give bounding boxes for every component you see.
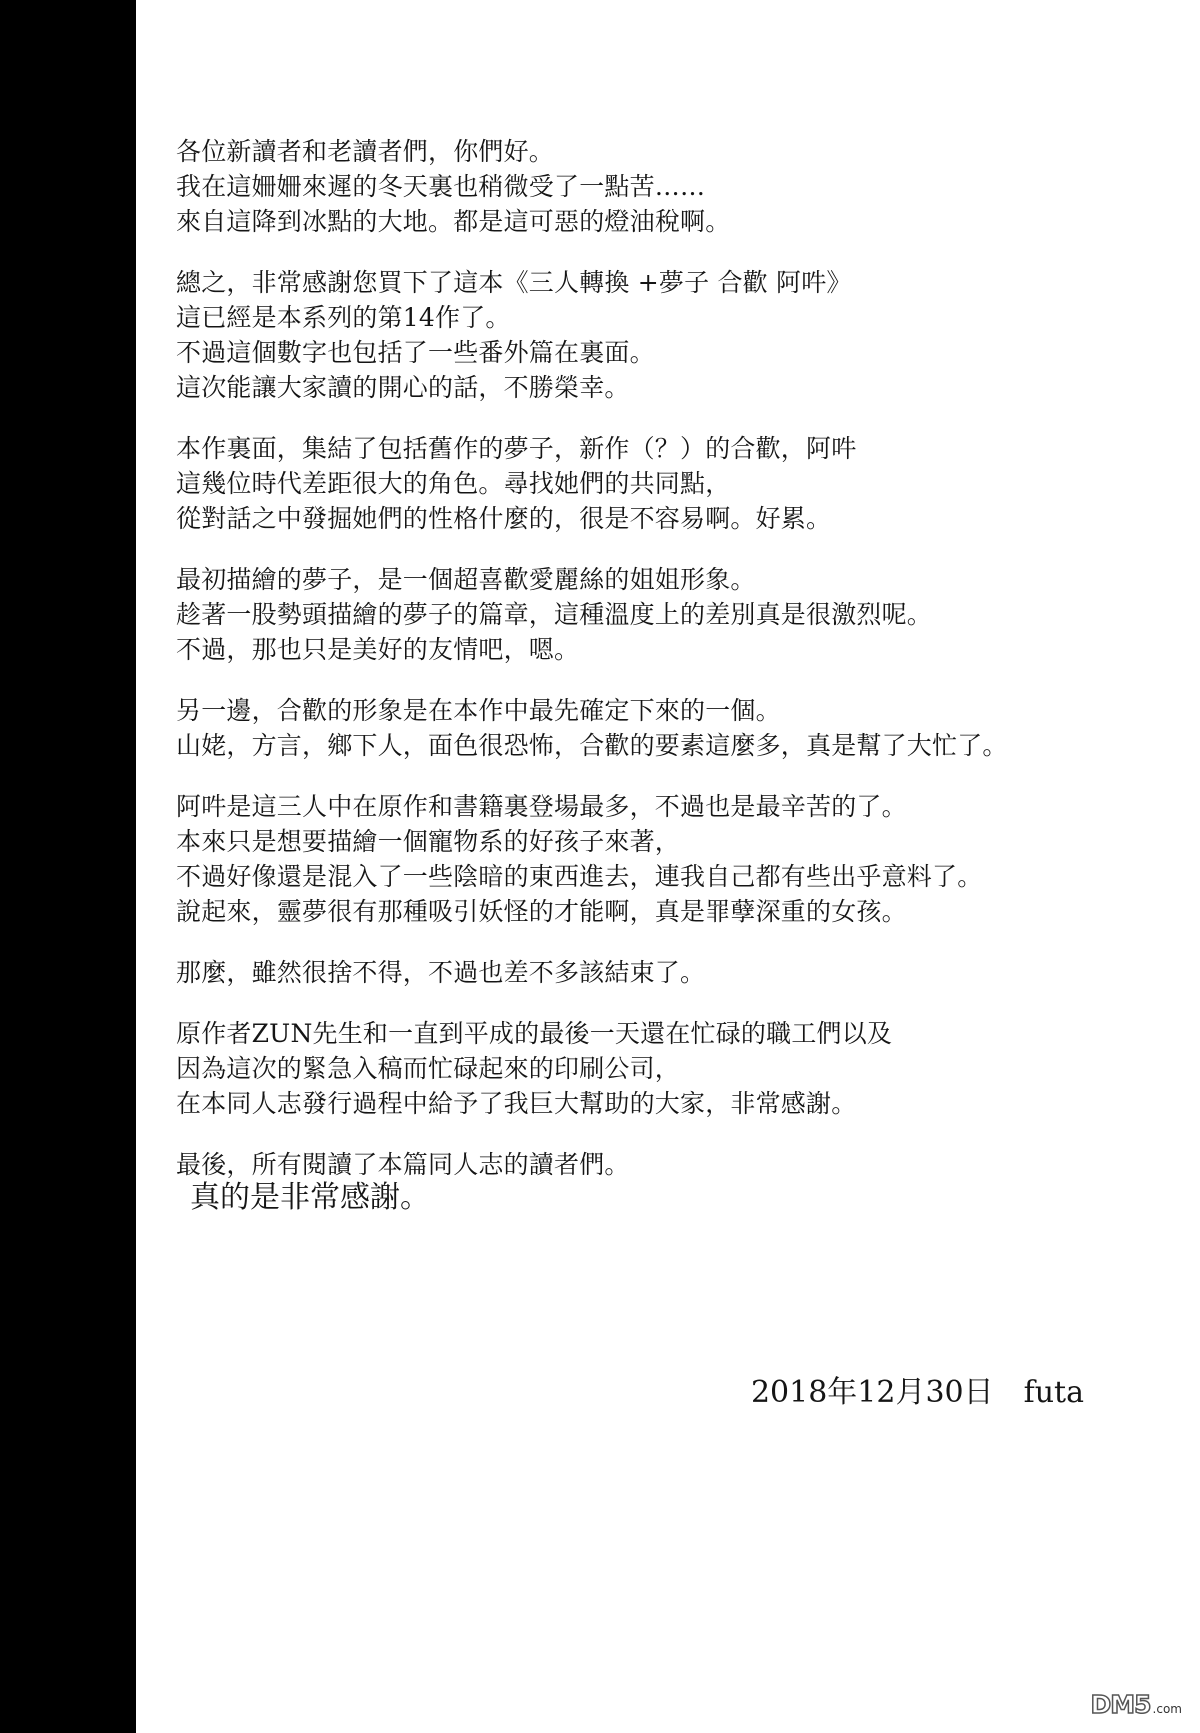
text-line: 原作者ZUN先生和一直到平成的最後一天還在忙碌的職工們以及 bbox=[176, 1019, 893, 1048]
text-line: 我在這姍姍來遲的冬天裏也稍微受了一點苦…… bbox=[176, 172, 706, 201]
watermark-suffix: .com bbox=[1152, 1701, 1182, 1716]
date-signature: 2018年12月30日 futa bbox=[750, 1375, 1084, 1410]
text-line: 說起來，靈夢很有那種吸引妖怪的才能啊，真是罪孽深重的女孩。 bbox=[176, 897, 907, 926]
text-line: 那麼，雖然很捨不得，不過也差不多該結束了。 bbox=[176, 958, 706, 987]
paragraph-greeting bbox=[176, 134, 1156, 239]
text-line: 在本同人志發行過程中給予了我巨大幫助的大家，非常感謝。 bbox=[176, 1089, 857, 1118]
text-line: 各位新讀者和老讀者們，你們好。 bbox=[176, 137, 555, 166]
text-line: 最初描繪的夢子，是一個超喜歡愛麗絲的姐姐形象。 bbox=[176, 565, 756, 594]
paragraph-acknowledgements bbox=[176, 1016, 1156, 1121]
text-line: 不過好像還是混入了一些陰暗的東西進去，連我自己都有些出乎意料了。 bbox=[176, 862, 983, 891]
closing-thanks: 真的是非常感謝。 bbox=[190, 1180, 430, 1215]
text-line: 總之，非常感謝您買下了這本《三人轉換 +夢子 合歡 阿吽》 bbox=[176, 268, 852, 297]
paragraph-aunn bbox=[176, 789, 1156, 929]
paragraph-yumeko bbox=[176, 562, 1156, 667]
text-line: 山姥，方言，鄉下人，面色很恐怖，合歡的要素這麼多，真是幫了大忙了。 bbox=[176, 731, 1008, 760]
text-line: 不過這個數字也包括了一些番外篇在裏面。 bbox=[176, 338, 655, 367]
paragraph-readers bbox=[176, 1147, 1156, 1182]
paragraph-nemuno bbox=[176, 693, 1156, 763]
text-line: 最後，所有閱讀了本篇同人志的讀者們。 bbox=[176, 1150, 630, 1179]
text-line: 不過，那也只是美好的友情吧，嗯。 bbox=[176, 635, 580, 664]
text-line: 來自這降到冰點的大地。都是這可惡的燈油稅啊。 bbox=[176, 207, 731, 236]
text-line: 本作裏面，集結了包括舊作的夢子，新作（？）的合歡，阿吽 bbox=[176, 434, 857, 463]
text-line: 這幾位時代差距很大的角色。尋找她們的共同點， bbox=[176, 469, 731, 498]
paragraph-thanks-purchase bbox=[176, 265, 1156, 405]
paragraph-characters bbox=[176, 431, 1156, 536]
text-line: 從對話之中發掘她們的性格什麼的，很是不容易啊。好累。 bbox=[176, 504, 832, 533]
text-line: 另一邊，合歡的形象是在本作中最先確定下來的一個。 bbox=[176, 696, 781, 725]
site-watermark-logo bbox=[1091, 1690, 1182, 1719]
paragraph-ending bbox=[176, 955, 1156, 990]
text-line: 這次能讓大家讀的開心的話，不勝榮幸。 bbox=[176, 373, 630, 402]
afterword-body bbox=[176, 134, 1156, 1208]
text-line: 阿吽是這三人中在原作和書籍裏登場最多，不過也是最辛苦的了。 bbox=[176, 792, 907, 821]
text-line: 本來只是想要描繪一個寵物系的好孩子來著， bbox=[176, 827, 681, 856]
watermark-brand: DM5 bbox=[1090, 1690, 1151, 1719]
left-black-margin bbox=[0, 0, 136, 1733]
text-line: 趁著一股勢頭描繪的夢子的篇章，這種溫度上的差別真是很激烈呢。 bbox=[176, 600, 933, 629]
text-line: 這已經是本系列的第14作了。 bbox=[176, 303, 511, 332]
text-line: 因為這次的緊急入稿而忙碌起來的印刷公司， bbox=[176, 1054, 681, 1083]
